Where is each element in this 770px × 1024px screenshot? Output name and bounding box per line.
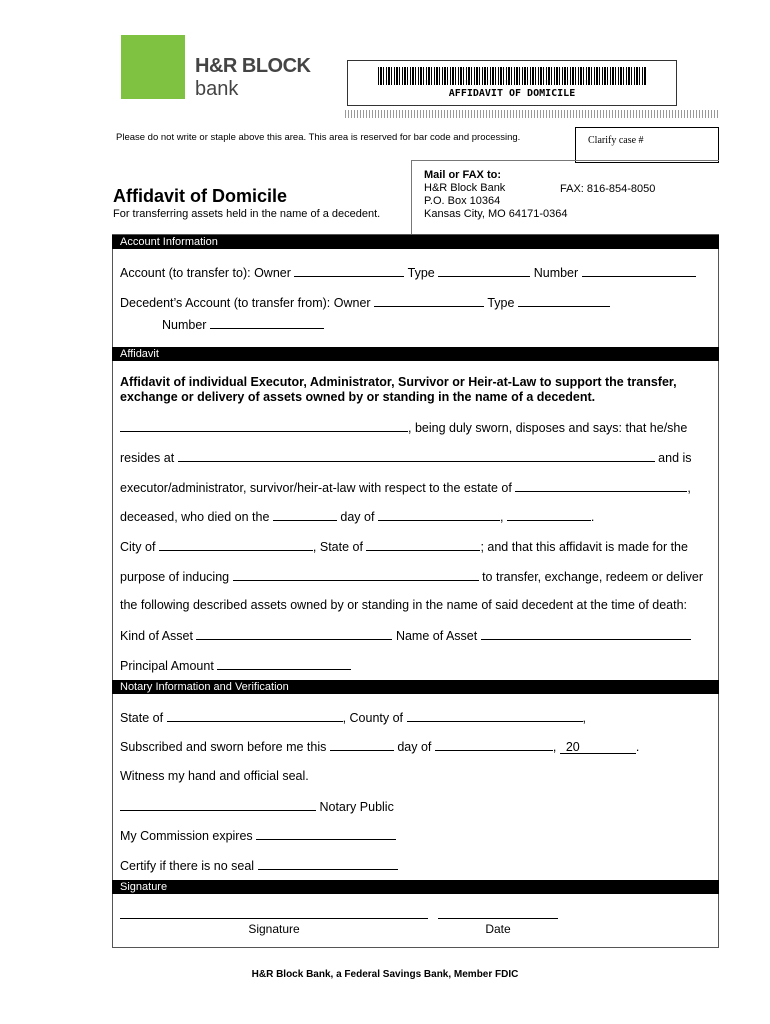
- notary-public-label: Notary Public: [319, 800, 394, 814]
- notary-line-4: [120, 799, 394, 814]
- logo-brand: H&R BLOCK: [195, 55, 311, 77]
- affidavit-l1-text: , being duly sworn, disposes and says: that he/she: [408, 421, 688, 435]
- affidavit-l3-label: executor/administrator, survivor/heir-at-law with respect to the estate of: [120, 481, 512, 495]
- notary-day-field[interactable]: [330, 739, 394, 751]
- notary-line-1: [120, 710, 586, 725]
- page-subtitle: For transferring assets held in the name of a decedent.: [113, 208, 381, 220]
- account-to-row: [120, 265, 696, 280]
- account-from-label: Decedent’s Account (to transfer from): Owner: [120, 296, 371, 310]
- no-seal-label: Certify if there is no seal: [120, 859, 255, 873]
- affidavit-line-2: [120, 450, 692, 465]
- account-to-label: Account (to transfer to): Owner: [120, 266, 291, 280]
- logo-sub: bank: [195, 78, 239, 100]
- affidavit-line-1: [120, 420, 687, 435]
- mail-box: P.O. Box 10364: [424, 195, 501, 207]
- mail-heading: Mail or FAX to:: [424, 169, 501, 181]
- affidavit-line-7: the following described assets owned by or standing in the name of said decedent at the time of death:: [120, 598, 688, 612]
- estate-of-field[interactable]: [515, 480, 687, 492]
- account-from-row: [120, 295, 610, 310]
- death-year-field[interactable]: [507, 509, 591, 521]
- clarify-case-field[interactable]: Clarify case #: [575, 127, 719, 163]
- notary-line-3: Witness my hand and official seal.: [120, 769, 309, 783]
- account-from-type-label: Type: [487, 296, 515, 310]
- mail-fax: FAX: 816-854-8050: [560, 183, 656, 195]
- account-to-owner-field[interactable]: [294, 265, 404, 277]
- logo-mark: [121, 35, 185, 99]
- footer-text: H&R Block Bank, a Federal Savings Bank, Member FDIC: [251, 969, 519, 980]
- affidavit-l4-label: deceased, who died on the: [120, 510, 270, 524]
- death-month-field[interactable]: [378, 509, 500, 521]
- notary-state-field[interactable]: [167, 710, 343, 722]
- affidavit-line-9: [120, 658, 351, 673]
- affidavit-l6-label: purpose of inducing: [120, 570, 230, 584]
- mail-fax-box: [411, 160, 719, 234]
- affidavit-l4-comma: ,: [499, 510, 504, 524]
- kind-of-asset-label: Kind of Asset: [120, 629, 193, 643]
- notary-dayof-label: day of: [397, 740, 432, 754]
- affidavit-l5-state: , State of: [312, 540, 363, 554]
- affidavit-line-8: [120, 628, 691, 643]
- affidavit-l6-tail: to transfer, exchange, redeem or deliver: [482, 570, 704, 584]
- notary-l2-comma: ,: [552, 740, 557, 754]
- account-from-number-label: Number: [162, 318, 207, 332]
- barcode-label: AFFIDAVIT OF DOMICILE: [448, 88, 576, 99]
- notary-year-field[interactable]: [560, 741, 636, 754]
- commission-expires-label: My Commission expires: [120, 829, 253, 843]
- date-label: Date: [485, 922, 511, 936]
- no-seal-field[interactable]: [258, 858, 398, 870]
- account-to-type-label: Type: [407, 266, 435, 280]
- city-field[interactable]: [159, 539, 313, 551]
- affidavit-l2-tail: and is: [658, 451, 692, 465]
- kind-of-asset-field[interactable]: [196, 628, 392, 640]
- notary-month-field[interactable]: [435, 739, 553, 751]
- account-to-number-label: Number: [533, 266, 579, 280]
- affidavit-line-3: [120, 480, 691, 495]
- state-field[interactable]: [366, 539, 480, 551]
- affidavit-l5-tail: ; and that this affidavit is made for the: [480, 540, 688, 554]
- notary-county-label: , County of: [342, 711, 404, 725]
- account-to-number-field[interactable]: [582, 265, 696, 277]
- section-account-header: Account Information: [112, 235, 719, 249]
- principal-amount-label: Principal Amount: [120, 659, 214, 673]
- affidavit-l5-city: City of: [120, 540, 156, 554]
- notary-line-5: [120, 828, 396, 843]
- notary-county-field[interactable]: [407, 710, 583, 722]
- affidavit-line-4: [120, 509, 594, 524]
- notary-sworn-label: Subscribed and sworn before me this: [120, 740, 327, 754]
- account-from-number-row: [162, 317, 324, 332]
- barcode: [347, 60, 677, 106]
- affidavit-line-5: [120, 539, 688, 554]
- hatch-divider: [345, 110, 719, 118]
- page-title: Affidavit of Domicile: [113, 186, 288, 206]
- notary-l2-period: .: [635, 740, 640, 754]
- commission-expires-field[interactable]: [256, 828, 396, 840]
- mail-city: Kansas City, MO 64171-0364: [424, 208, 568, 220]
- affidavit-heading-2: exchange or delivery of assets owned by or standing in the name of a decedent.: [120, 390, 596, 404]
- affidavit-l4-dayof: day of: [340, 510, 375, 524]
- affidavit-l2-label: resides at: [120, 451, 175, 465]
- signature-field[interactable]: [120, 918, 428, 919]
- reserved-notice: Please do not write or staple above this area. This area is reserved for bar code and processing.: [116, 132, 521, 143]
- affidavit-line-6: [120, 569, 703, 584]
- affidavit-l3-comma: ,: [687, 481, 691, 495]
- notary-line-2: [120, 739, 639, 754]
- death-day-field[interactable]: [273, 509, 337, 521]
- notary-public-signature-field[interactable]: [120, 799, 316, 811]
- section-affidavit-header: Affidavit: [112, 347, 719, 361]
- account-from-type-field[interactable]: [518, 295, 610, 307]
- principal-amount-field[interactable]: [217, 658, 351, 670]
- affidavit-l4-period: .: [590, 510, 595, 524]
- signature-label: Signature: [248, 922, 300, 936]
- affiant-name-field[interactable]: [120, 420, 408, 432]
- account-from-number-field[interactable]: [210, 317, 324, 329]
- section-notary-header: Notary Information and Verification: [112, 680, 719, 694]
- section-signature-header: Signature: [112, 880, 719, 894]
- barcode-bars: [378, 67, 646, 85]
- residence-field[interactable]: [178, 450, 655, 462]
- notary-state-label: State of: [120, 711, 164, 725]
- affidavit-heading-1: Affidavit of individual Executor, Administrator, Survivor or Heir-at-Law to support the transfer,: [120, 375, 677, 389]
- name-of-asset-label: Name of Asset: [395, 629, 478, 643]
- inducing-party-field[interactable]: [233, 569, 479, 581]
- name-of-asset-field[interactable]: [481, 628, 691, 640]
- notary-line-6: [120, 858, 398, 873]
- notary-year-prefix: 20: [565, 740, 580, 754]
- date-field[interactable]: [438, 918, 558, 919]
- mail-name: H&R Block Bank: [424, 182, 506, 194]
- account-to-type-field[interactable]: [438, 265, 530, 277]
- account-from-owner-field[interactable]: [374, 295, 484, 307]
- notary-l1-comma: ,: [582, 711, 586, 725]
